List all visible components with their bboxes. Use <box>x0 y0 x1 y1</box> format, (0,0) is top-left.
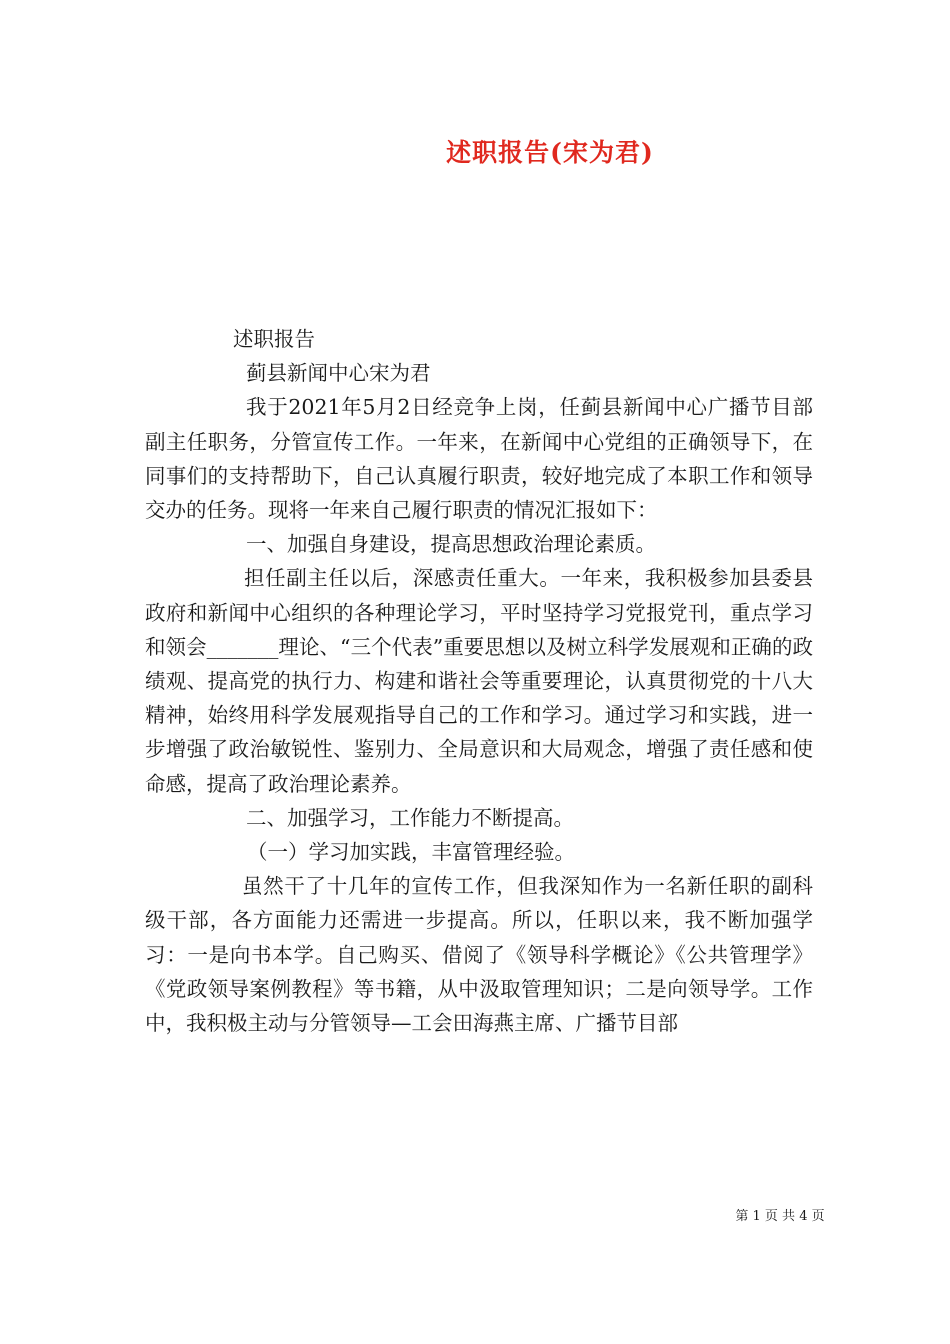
paragraph-section-1: 担任副主任以后，深感责任重大。一年来，我积极参加县委县政府和新闻中心组织的各种理论学习，平时坚持学习党报党刊，重点学习和领会_______理论、“三个代表”重要思想以及树立科学发展观和正确的政绩观、提高党的执行力、构建和谐社会等重要理论，认真贯彻党的十八大精神，始终用科学发展观指导自己的工作和学习。通过学习和实践，进一步增强了政治敏锐性、鉴别力、全局意识和大局观念，增强了责任感和使命感，提高了政治理论素养。 <box>145 566 813 796</box>
section-heading-1: 一、加强自身建设，提高思想政治理论素质。 <box>246 532 656 557</box>
subsection-heading-1: （一）学习加实践，丰富管理经验。 <box>247 840 575 865</box>
author-line: 蓟县新闻中心宋为君 <box>246 361 431 386</box>
document-body <box>145 322 813 1040</box>
report-heading: 述职报告 <box>233 327 315 351</box>
paragraph-subsection-1: 虽然干了十几年的宣传工作，但我深知作为一名新任职的副科级干部，各方面能力还需进一步提高。所以，任职以来，我不断加强学习：一是向书本学。自己购买、借阅了《领导科学概论》《公共管理学》《党政领导案例教程》等书籍，从中汲取管理知识；二是向领导学。工作中，我积极主动与分管领导—工会田海燕主席、广播节目部 <box>145 874 813 1036</box>
paragraph-intro: 我于2021年5月2日经竞争上岗，任蓟县新闻中心广播节目部副主任职务，分管宣传工作。一年来，在新闻中心党组的正确领导下，在同事们的支持帮助下，自己认真履行职责，较好地完成了本职工作和领导交办的任务。现将一年来自己履行职责的情况汇报如下： <box>145 395 813 523</box>
document-title: 述职报告(宋为君) <box>446 138 654 167</box>
page-footer: 第 1 页 共 4 页 <box>735 1209 825 1224</box>
section-heading-2: 二、加强学习，工作能力不断提高。 <box>246 805 574 830</box>
